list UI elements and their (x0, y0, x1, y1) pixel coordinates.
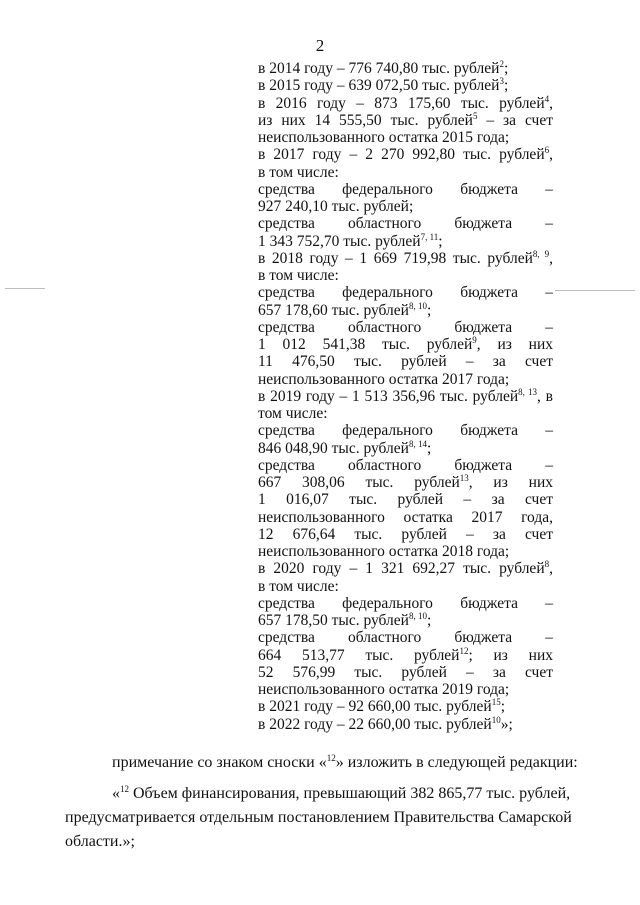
funding-line-text: неиспользованного остатка 2017 года; (258, 370, 510, 388)
funding-line-tail: , (549, 560, 553, 578)
footnote-mark: 9 (472, 335, 477, 345)
funding-line-tail: »; (500, 715, 513, 733)
funding-line (258, 629, 553, 646)
funding-line (258, 474, 553, 491)
funding-line-text: в 2018 году – 1 669 719,98 тыс. рублей (258, 249, 533, 267)
footnote-mark: 12 (459, 645, 469, 656)
funding-line-tail: ; (503, 60, 509, 77)
quote-footnote-mark: 12 (120, 784, 129, 794)
funding-line-text: средства федерального бюджета – (258, 422, 553, 440)
funding-line (258, 302, 553, 319)
funding-line-text: 12 676,64 тыс. рублей – за счет (258, 525, 553, 543)
funding-line-text: 52 576,99 тыс. рублей – за счет (258, 663, 553, 681)
footnote-mark: 13 (459, 473, 469, 483)
funding-line-tail: ; (503, 77, 509, 95)
funding-line-text: 1 012 541,38 тыс. рублей (258, 336, 473, 353)
funding-line (258, 371, 553, 388)
footnote-mark: 10 (491, 714, 501, 725)
funding-line-tail: ; (426, 439, 432, 457)
page-number: 2 (315, 36, 325, 55)
footnote-mark: 8 (544, 559, 550, 570)
funding-line-text: 846 048,90 тыс. рублей (258, 439, 409, 457)
funding-line (258, 698, 553, 715)
funding-line-text: в том числе: (258, 163, 339, 181)
funding-line-tail: , (549, 146, 553, 164)
funding-line (258, 560, 553, 577)
funding-line (258, 612, 553, 629)
funding-line-tail: ; (500, 698, 505, 716)
funding-line-text: средства областного бюджета – (258, 215, 553, 233)
funding-line-tail: ; из них (468, 646, 553, 664)
funding-line-text: средства федерального бюджета – (258, 284, 553, 302)
funding-line-text: неиспользованного остатка 2019 года; (258, 681, 510, 698)
scan-artifact-line (555, 290, 635, 291)
footnote-mark: 7, 11 (420, 231, 439, 242)
footnote-mark: 4 (544, 93, 550, 104)
funding-line-text: неиспользованного остатка 2017 года, (258, 508, 553, 526)
note-quote-line-3: области.»; (65, 833, 135, 850)
funding-line (258, 457, 553, 474)
funding-line-text: в 2019 году – 1 513 356,96 тыс. рублей (258, 387, 519, 405)
funding-line (258, 112, 553, 129)
funding-line-text: 657 178,50 тыс. рублей (258, 612, 409, 629)
note-intro-before: примечание со знаком сноски « (112, 754, 327, 771)
funding-line-tail: , в (537, 387, 553, 405)
note-intro-footnote-mark: 12 (326, 753, 336, 763)
funding-line-text: 11 476,50 тыс. рублей – за счет (258, 353, 553, 371)
funding-line-text: 927 240,10 тыс. рублей; (258, 198, 414, 215)
funding-list (258, 60, 553, 733)
funding-line-text: в 2017 году – 2 270 992,80 тыс. рублей (258, 146, 545, 164)
funding-line (258, 77, 553, 94)
funding-line (258, 388, 553, 405)
funding-line-text: из них 14 555,50 тыс. рублей (258, 111, 473, 129)
note-quote-line-1 (112, 783, 571, 805)
funding-line (258, 716, 553, 733)
funding-line (258, 595, 553, 612)
funding-line (258, 250, 553, 267)
funding-line (258, 647, 553, 664)
footnote-mark: 5 (472, 110, 478, 121)
footnote-mark: 15 (491, 697, 501, 708)
funding-line-text: 1 343 752,70 тыс. рублей (258, 232, 421, 250)
note-quote-line-2: предусматривается отдельным постановлением Правительства Самарской (65, 809, 572, 826)
footnote-mark: 8, 10 (408, 300, 427, 311)
funding-line-text: средства федерального бюджета – (258, 594, 553, 612)
funding-line-text: в 2014 году – 776 740,80 тыс. рублей (258, 60, 500, 77)
funding-line (258, 233, 553, 250)
funding-line-text: 657 178,60 тыс. рублей (258, 301, 409, 319)
funding-line (258, 198, 553, 215)
funding-line (258, 284, 553, 301)
funding-line (258, 491, 553, 508)
funding-line-text: средства областного бюджета – (258, 629, 553, 647)
funding-line-tail: , из них (476, 336, 553, 353)
funding-line-tail: ; (426, 301, 432, 319)
footnote-mark: 8, 14 (408, 438, 427, 449)
funding-line (258, 319, 553, 336)
funding-line (258, 164, 553, 181)
funding-line-text: в 2015 году – 639 072,50 тыс. рублей (258, 77, 500, 95)
note-intro-after: » изложить в следующей редакции: (335, 754, 578, 771)
quote-text-1: Объем финансирования, превышающий 382 865,77 тыс. рублей, (129, 785, 571, 802)
funding-line (258, 509, 553, 526)
funding-line-tail: ; (438, 232, 443, 250)
funding-line (258, 95, 553, 112)
funding-line-tail: ; (426, 612, 432, 629)
funding-line-text: в 2021 году – 92 660,00 тыс. рублей (258, 698, 492, 716)
funding-line-text: средства федерального бюджета – (258, 180, 553, 198)
funding-line-text: 1 016,07 тыс. рублей – за счет (258, 491, 553, 509)
quote-open-mark: « (112, 785, 120, 802)
funding-line-text: 667 308,06 тыс. рублей (258, 474, 460, 491)
funding-line-tail: , (549, 94, 553, 112)
scan-artifact-line (5, 288, 45, 289)
funding-line (258, 578, 553, 595)
funding-line (258, 181, 553, 198)
funding-line (258, 60, 553, 77)
footnote-mark: 3 (499, 76, 504, 87)
funding-line-text: том числе: (258, 405, 328, 422)
funding-line-text: в 2016 году – 873 175,60 тыс. рублей (258, 94, 545, 112)
funding-line-text: в том числе: (258, 267, 339, 284)
funding-line-text: 664 513,77 тыс. рублей (258, 646, 460, 664)
funding-line-text: в 2020 году – 1 321 692,27 тыс. рублей (258, 560, 545, 578)
funding-line (258, 422, 553, 439)
funding-line (258, 681, 553, 698)
funding-line-tail: – за счет (477, 111, 553, 129)
funding-line (258, 440, 553, 457)
funding-line (258, 146, 553, 163)
funding-line-text: в 2022 году – 22 660,00 тыс. рублей (258, 715, 492, 733)
footnote-mark: 6 (544, 145, 550, 156)
funding-line (258, 129, 553, 146)
funding-line-text: в том числе: (258, 577, 339, 595)
funding-line-tail: , (549, 249, 553, 267)
footnote-mark: 8, 13 (518, 386, 538, 397)
note-intro-paragraph (112, 752, 578, 774)
funding-line-text: средства областного бюджета – (258, 456, 553, 474)
funding-line-text: неиспользованного остатка 2015 года; (258, 129, 510, 146)
funding-line (258, 543, 553, 560)
footnote-mark: 8, 10 (408, 611, 427, 621)
funding-line (258, 353, 553, 370)
funding-line-text: средства областного бюджета – (258, 318, 553, 336)
funding-line (258, 267, 553, 284)
footnote-mark: 2 (499, 59, 504, 69)
funding-line (258, 526, 553, 543)
funding-line-text: неиспользованного остатка 2018 года; (258, 543, 510, 560)
funding-line (258, 664, 553, 681)
funding-line (258, 215, 553, 232)
funding-line (258, 405, 553, 422)
funding-line (258, 336, 553, 353)
footnote-mark: 8, 9 (532, 248, 550, 259)
funding-line-tail: , из них (468, 474, 553, 491)
